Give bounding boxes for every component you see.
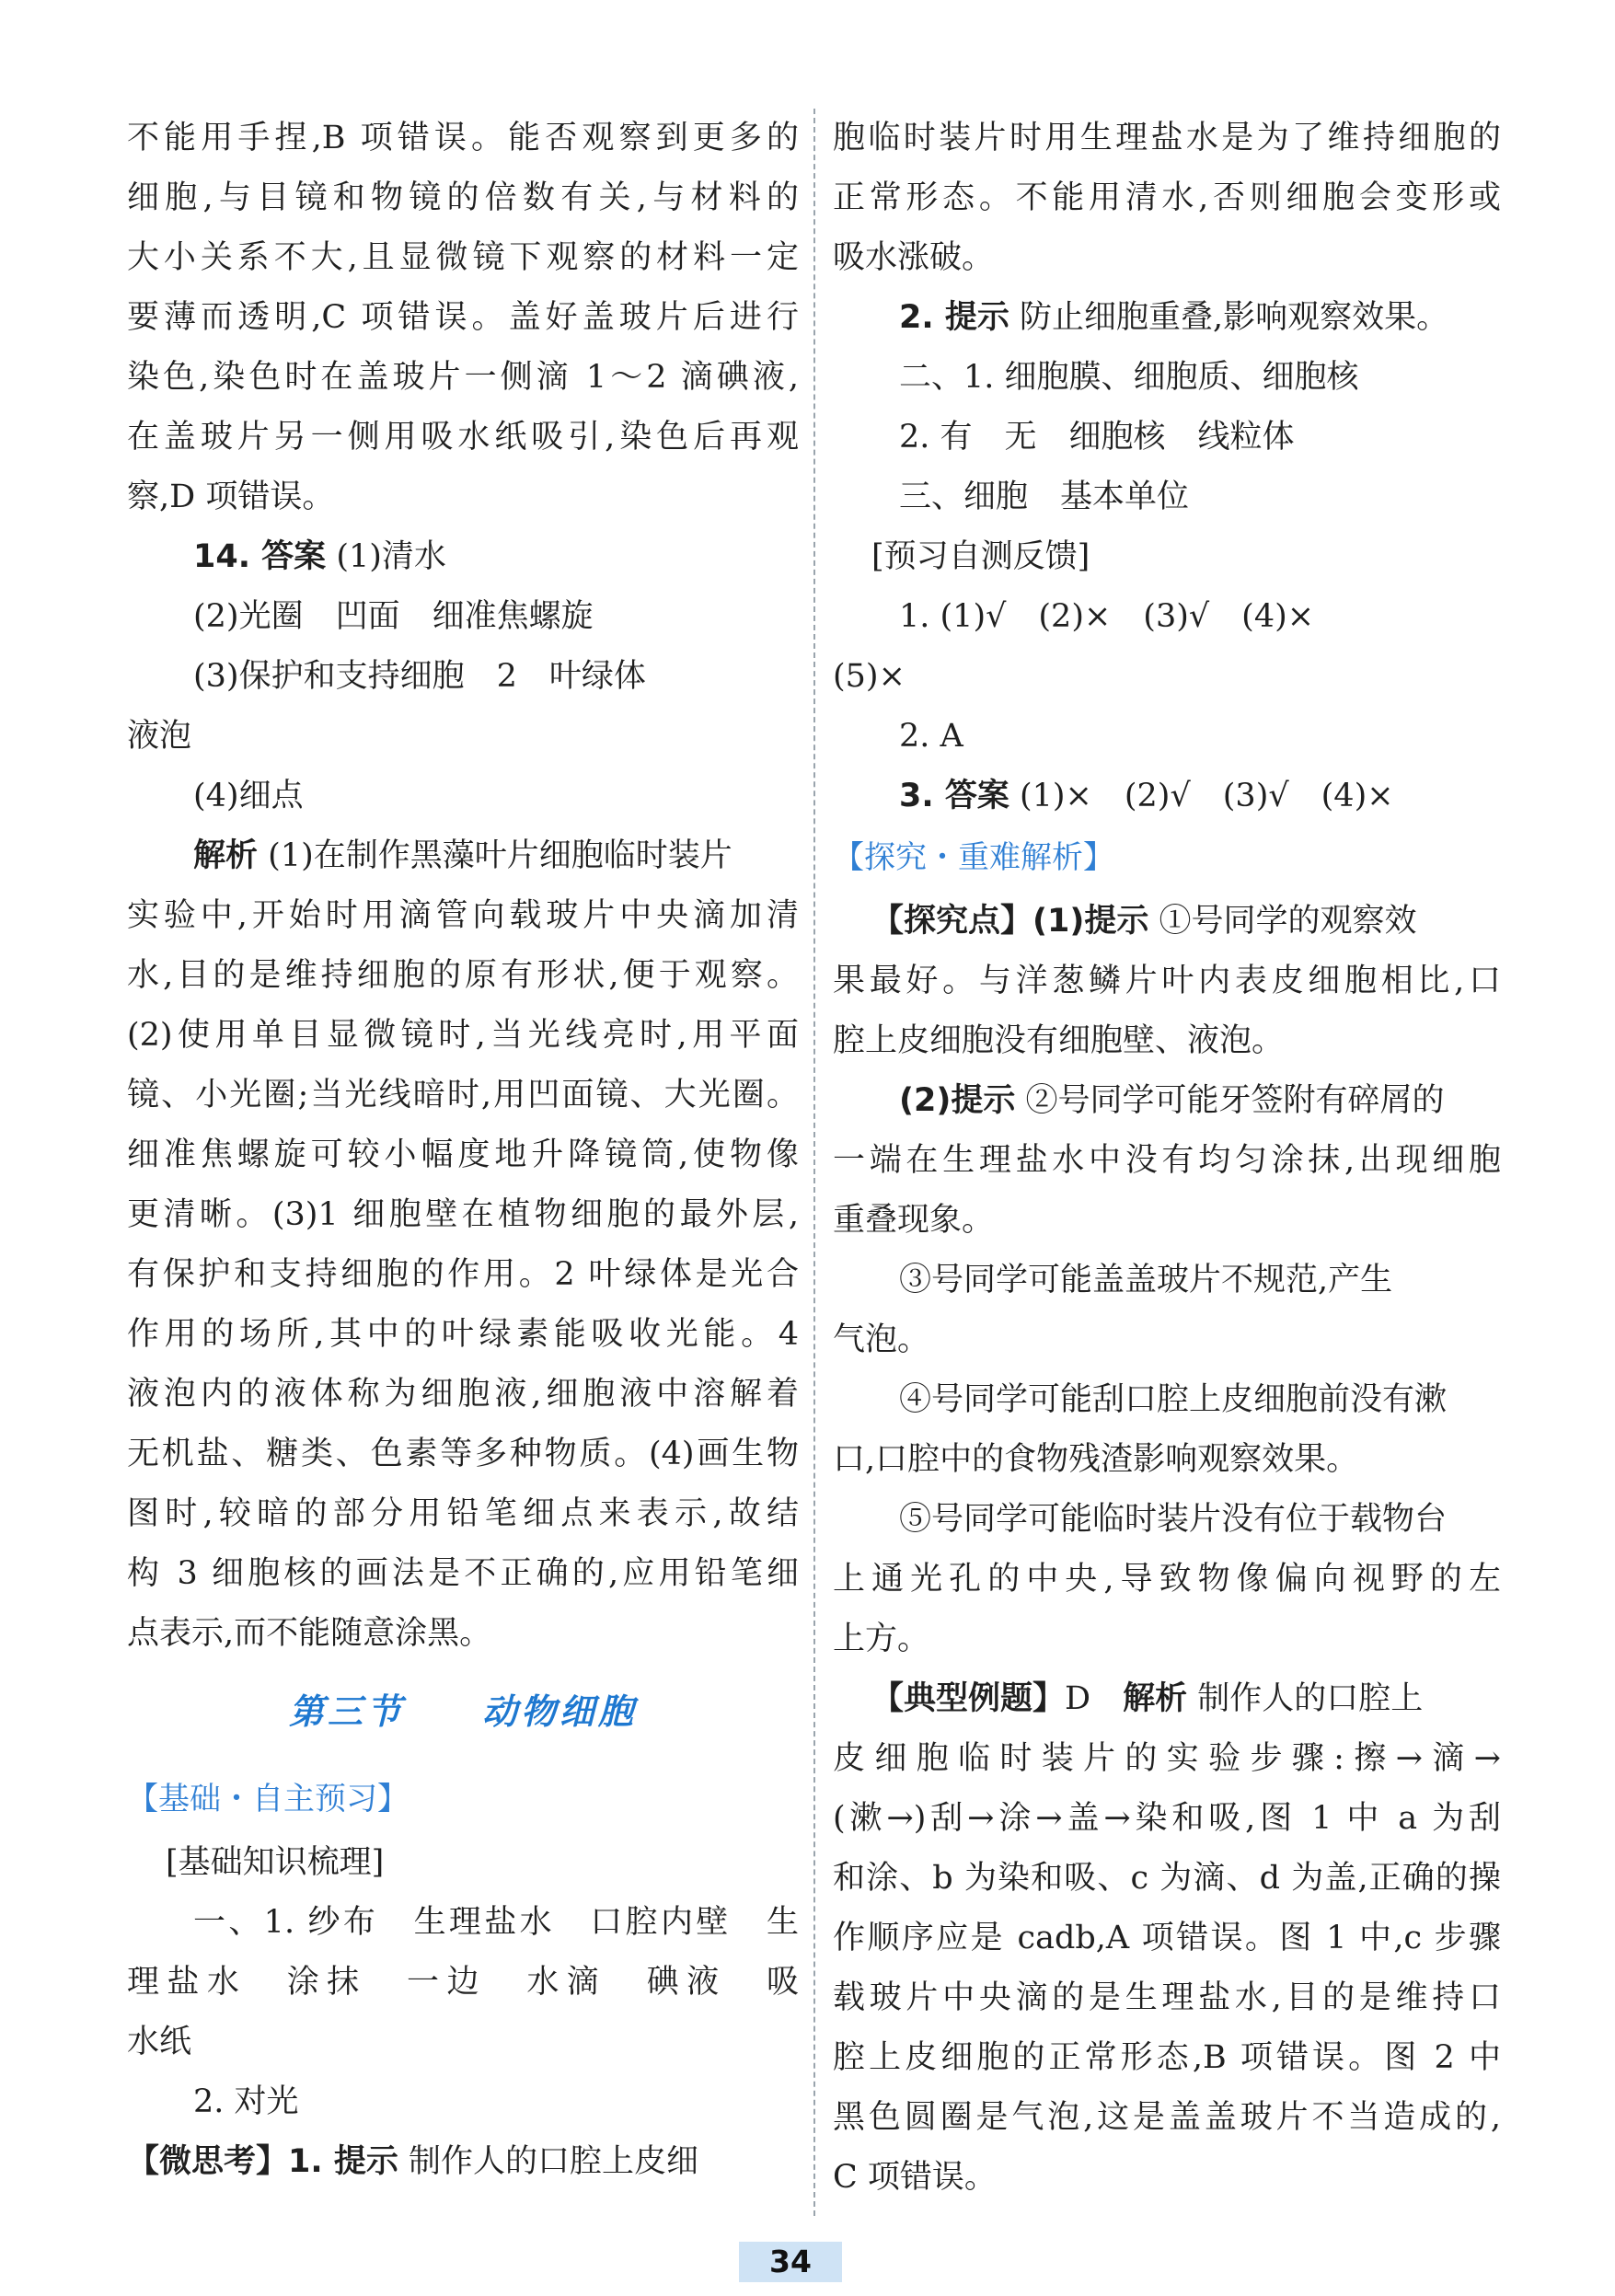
- text-line: 二、1. 细胞膜、细胞质、细胞核: [899, 359, 1359, 396]
- text-line: 不能用手捏,B 项错误。能否观察到更多的: [127, 120, 799, 156]
- text-line: 上方。: [833, 1621, 930, 1657]
- text-line: 要薄而透明,C 项错误。盖好盖玻片后进行: [127, 299, 799, 336]
- left-column: [127, 109, 799, 2192]
- text-line: 2. A: [899, 718, 963, 755]
- text-line: 点表示,而不能随意涂黑。: [127, 1615, 492, 1652]
- text-line: 腔上皮细胞没有细胞壁、液泡。: [833, 1022, 1285, 1059]
- text-line: 察,D 项错误。: [127, 479, 335, 515]
- section-heading-explore: 【探究・重难解析】: [833, 839, 1114, 876]
- text-line: 和涂、b 为染和吸、c 为滴、d 为盖,正确的操: [833, 1860, 1501, 1897]
- answer-label: 14. 答案: [193, 538, 327, 575]
- text-line: 水纸: [127, 2024, 192, 2060]
- text-line: (4)细点: [193, 778, 304, 814]
- text-line: 更清晰。(3)1 细胞壁在植物细胞的最外层,: [127, 1196, 799, 1233]
- typical-example-label: 【典型例题】: [871, 1680, 1066, 1717]
- text-line: 胞临时装片时用生理盐水是为了维持细胞的: [833, 120, 1501, 156]
- text-line: 正常形态。不能用清水,否则细胞会变形或: [833, 179, 1501, 216]
- micro-think-label: 【微思考】1. 提示: [127, 2143, 398, 2180]
- text-line: 理盐水 涂抹 一边 水滴 碘液 吸: [127, 1964, 799, 2001]
- chapter-title: 第三节 动物细胞: [288, 1691, 638, 1732]
- text-line: 腔上皮细胞的正常形态,B 项错误。图 2 中: [833, 2039, 1501, 2076]
- text-line: 细胞,与目镜和物镜的倍数有关,与材料的: [127, 179, 799, 216]
- text-line: 细准焦螺旋可较小幅度地升降镜筒,使物像: [127, 1136, 799, 1173]
- text-line: 气泡。: [833, 1321, 930, 1358]
- column-divider: [813, 109, 815, 2216]
- section-heading-basic: 【基础・自主预习】: [127, 1781, 409, 1817]
- text-line: (漱→)刮→涂→盖→染和吸,图 1 中 a 为刮: [833, 1800, 1501, 1837]
- text-line: 无机盐、糖类、色素等多种物质。(4)画生物: [127, 1436, 799, 1472]
- text-line: ⑤号同学可能临时装片没有位于载物台: [899, 1501, 1448, 1538]
- text-line: 黑色圆圈是气泡,这是盖盖玻片不当造成的,: [833, 2099, 1501, 2136]
- typical-example-line: 【典型例题】D 解析 制作人的口腔上: [871, 1680, 1424, 1717]
- text-line: 口,口腔中的食物残渣影响观察效果。: [833, 1441, 1359, 1478]
- text-line: 有保护和支持细胞的作用。2 叶绿体是光合: [127, 1256, 799, 1293]
- micro-think-line: 【微思考】1. 提示 制作人的口腔上皮细: [127, 2143, 698, 2180]
- text-line: 上通光孔的中央,导致物像偏向视野的左: [833, 1561, 1501, 1598]
- text-line: 液泡: [127, 718, 192, 755]
- text-line: 水,目的是维持细胞的原有形状,便于观察。: [127, 957, 799, 994]
- answer-line: 3. 答案 (1)× (2)√ (3)√ (4)×: [899, 778, 1394, 814]
- text-line: (5)×: [833, 658, 906, 695]
- text-line: 液泡内的液体称为细胞液,细胞液中溶解着: [127, 1376, 799, 1413]
- right-column: [833, 109, 1501, 2208]
- text-line: (3)保护和支持细胞 2 叶绿体: [193, 658, 646, 695]
- subsection-heading: [预习自测反馈]: [871, 538, 1090, 575]
- text-line: 在盖玻片另一侧用吸水纸吸引,染色后再观: [127, 419, 799, 456]
- text-line: 2. 有 无 细胞核 线粒体: [899, 419, 1295, 456]
- text-line: 三、细胞 基本单位: [899, 479, 1190, 515]
- analysis-heading: 解析 (1)在制作黑藻叶片细胞临时装片: [193, 837, 733, 874]
- text-line: (2)光圈 凹面 细准焦螺旋: [193, 598, 594, 635]
- text-line: 作顺序应是 cadb,A 项错误。图 1 中,c 步骤: [833, 1920, 1501, 1956]
- explore-point-line: 【探究点】(1)提示 ①号同学的观察效: [871, 903, 1417, 940]
- text-line: 载玻片中央滴的是生理盐水,目的是维持口: [833, 1979, 1501, 2016]
- hint-label: (2)提示: [899, 1082, 1016, 1119]
- text-line: 染色,染色时在盖玻片一侧滴 1～2 滴碘液,: [127, 359, 799, 396]
- hint-line: (2)提示 ②号同学可能牙签附有碎屑的: [899, 1082, 1445, 1119]
- text-line: 大小关系不大,且显微镜下观察的材料一定: [127, 239, 799, 276]
- text-line: (2)使用单目显微镜时,当光线亮时,用平面: [127, 1017, 799, 1054]
- answer-label: 3. 答案: [899, 778, 1009, 814]
- text-line: 2. 对光: [193, 2083, 299, 2120]
- text-line: C 项错误。: [833, 2159, 997, 2196]
- text-line: ③号同学可能盖盖玻片不规范,产生: [899, 1262, 1393, 1298]
- text-line: 皮细胞临时装片的实验步骤:擦→滴→: [833, 1740, 1501, 1777]
- text-line: 图时,较暗的部分用铅笔细点来表示,故结: [127, 1495, 799, 1532]
- text-line: 一端在生理盐水中没有均匀涂抹,出现细胞: [833, 1142, 1501, 1179]
- hint-line: 2. 提示 防止细胞重叠,影响观察效果。: [899, 299, 1449, 336]
- analysis-label: 解析: [193, 837, 259, 874]
- text-line: 1. (1)√ (2)× (3)√ (4)×: [899, 598, 1315, 635]
- text-line: 实验中,开始时用滴管向载玻片中央滴加清: [127, 897, 799, 934]
- text-line: 果最好。与洋葱鳞片叶内表皮细胞相比,口: [833, 963, 1501, 999]
- hint-label: 2. 提示: [899, 299, 1009, 336]
- text-line: 镜、小光圈;当光线暗时,用凹面镜、大光圈。: [127, 1077, 799, 1113]
- text-line: 一、1. 纱布 生理盐水 口腔内壁 生: [193, 1904, 799, 1941]
- text-line: ④号同学可能刮口腔上皮细胞前没有漱: [899, 1381, 1448, 1418]
- text-line: 构 3 细胞核的画法是不正确的,应用铅笔细: [127, 1555, 799, 1592]
- analysis-label: 解析: [1123, 1680, 1188, 1717]
- subsection-heading: [基础知识梳理]: [166, 1844, 385, 1881]
- text-line: 重叠现象。: [833, 1202, 995, 1239]
- page-number: 34: [739, 2242, 842, 2282]
- text-line: 吸水涨破。: [833, 239, 995, 276]
- answer-14-heading: 14. 答案 (1)清水: [193, 538, 446, 575]
- explore-point-label: 【探究点】(1)提示: [871, 903, 1149, 940]
- text-line: 作用的场所,其中的叶绿素能吸收光能。4: [127, 1316, 799, 1353]
